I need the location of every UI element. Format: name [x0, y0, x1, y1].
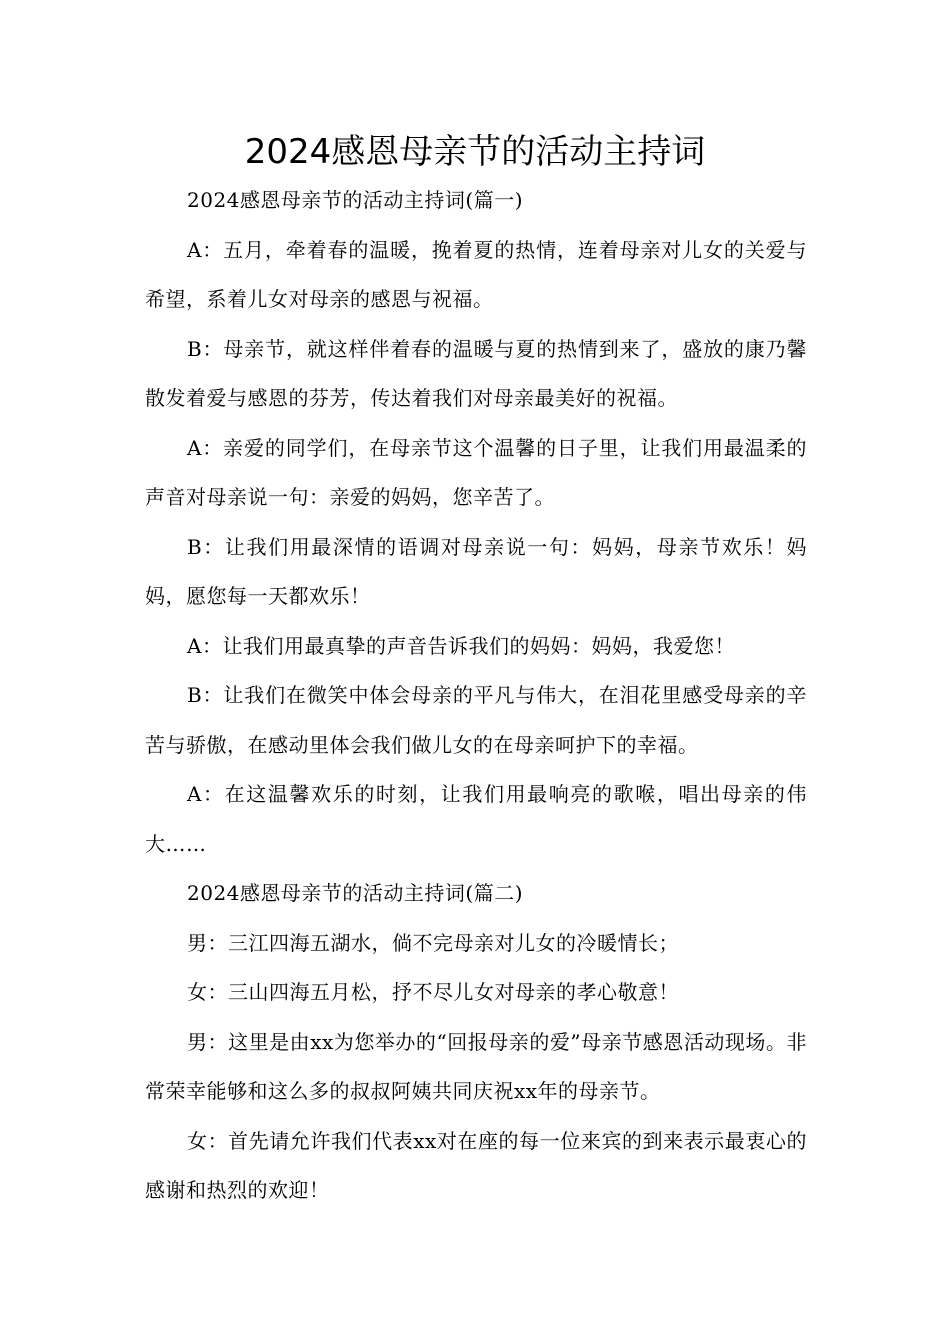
paragraph: 男：三江四海五湖水，倘不完母亲对儿女的冷暖情长；	[187, 930, 679, 955]
paragraph: 男：这里是由xx为您举办的“回报母亲的爱”母亲节感恩活动现场。非常荣幸能够和这么多的叔叔阿姨共同庆祝xx年的母亲节。	[145, 1029, 807, 1103]
document-title: 2024感恩母亲节的活动主持词	[244, 132, 706, 172]
paragraph: 女：三山四海五月松，抒不尽儿女对母亲的孝心敬意！	[187, 980, 679, 1004]
paragraph: A：让我们用最真挚的声音告诉我们的妈妈：妈妈，我爱您！	[187, 633, 735, 658]
paragraph: A：在这温馨欢乐的时刻，让我们用最响亮的歌喉，唱出母亲的伟大……	[145, 782, 807, 856]
paragraph: B：让我们用最深情的语调对母亲说一句：妈妈，母亲节欢乐！妈妈，愿您每一天都欢乐！	[145, 534, 807, 608]
paragraph: 女：首先请允许我们代表xx对在座的每一位来宾的到来表示最衷心的感谢和热烈的欢迎！	[145, 1128, 807, 1202]
section-heading-2: 2024感恩母亲节的活动主持词(篇二)	[187, 881, 524, 905]
document-body	[145, 176, 807, 1216]
section-heading-1: 2024感恩母亲节的活动主持词(篇一)	[187, 188, 524, 212]
paragraph: B：母亲节，就这样伴着春的温暖与夏的热情到来了，盛放的康乃馨散发着爱与感恩的芬芳，传达着我们对母亲最美好的祝福。	[145, 336, 807, 410]
paragraph: A：五月，牵着春的温暖，挽着夏的热情，连着母亲对儿女的关爱与希望，系着儿女对母亲的感恩与祝福。	[145, 237, 807, 311]
paragraph: B：让我们在微笑中体会母亲的平凡与伟大，在泪花里感受母亲的辛苦与骄傲，在感动里体会我们做儿女的在母亲呵护下的幸福。	[145, 683, 807, 757]
paragraph: A：亲爱的同学们，在母亲节这个温馨的日子里，让我们用最温柔的声音对母亲说一句：亲爱的妈妈，您辛苦了。	[145, 435, 807, 509]
